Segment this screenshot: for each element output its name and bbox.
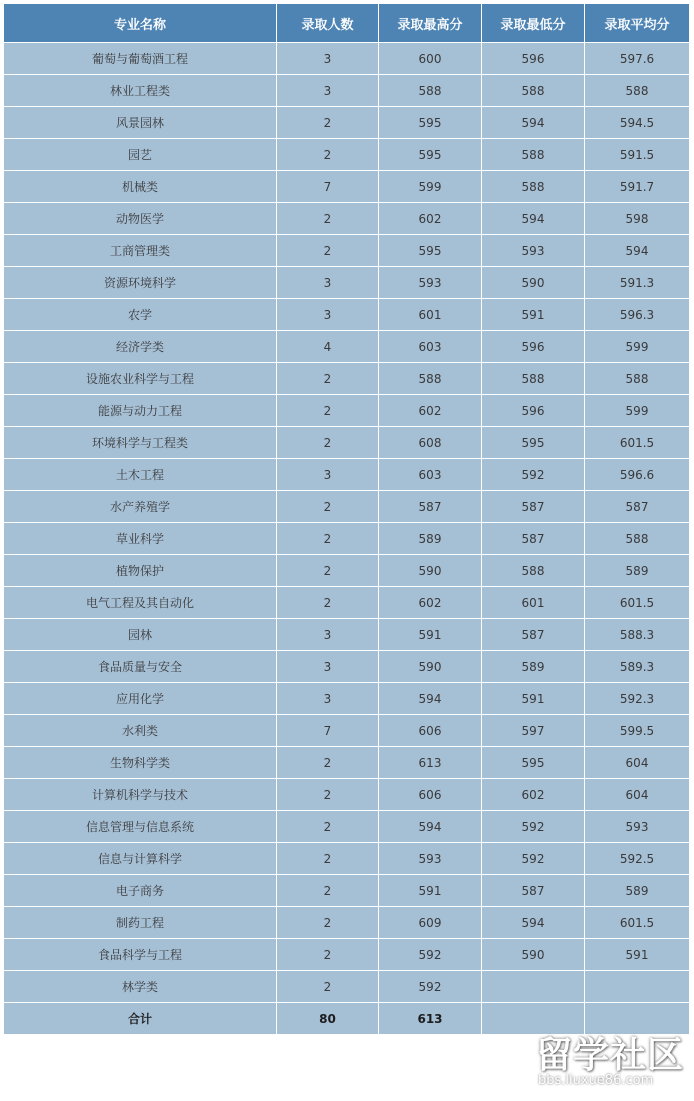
cell-major: 林业工程类 (4, 75, 277, 107)
cell-major: 环境科学与工程类 (4, 427, 277, 459)
cell-max-score: 609 (379, 907, 482, 939)
cell-max-score: 591 (379, 875, 482, 907)
cell-major: 风景园林 (4, 107, 277, 139)
cell-min-score: 588 (482, 75, 585, 107)
cell-major: 园艺 (4, 139, 277, 171)
cell-min-score: 592 (482, 459, 585, 491)
cell-admitted-count: 3 (277, 459, 379, 491)
cell-min-score: 587 (482, 523, 585, 555)
table-row (4, 267, 690, 299)
cell-max-score: 594 (379, 683, 482, 715)
cell-major: 动物医学 (4, 203, 277, 235)
cell-admitted-count: 2 (277, 235, 379, 267)
cell-admitted-count: 2 (277, 395, 379, 427)
cell-admitted-count: 2 (277, 427, 379, 459)
cell-avg-score: 599.5 (585, 715, 690, 747)
cell-max-score: 602 (379, 587, 482, 619)
cell-min-score: 592 (482, 843, 585, 875)
cell-max-score: 591 (379, 619, 482, 651)
cell-max-score: 602 (379, 203, 482, 235)
cell-avg-score: 591.3 (585, 267, 690, 299)
cell-admitted-count: 2 (277, 907, 379, 939)
cell-admitted-count: 3 (277, 651, 379, 683)
table-row (4, 363, 690, 395)
cell-avg-score (585, 971, 690, 1003)
table-row (4, 875, 690, 907)
cell-max-score: 588 (379, 363, 482, 395)
cell-min-score: 587 (482, 491, 585, 523)
cell-admitted-count: 2 (277, 587, 379, 619)
cell-min-score: 588 (482, 363, 585, 395)
cell-major: 经济学类 (4, 331, 277, 363)
cell-min-score: 602 (482, 779, 585, 811)
table-row (4, 715, 690, 747)
cell-min-score: 596 (482, 331, 585, 363)
table-row (4, 331, 690, 363)
cell-major: 草业科学 (4, 523, 277, 555)
cell-admitted-count: 2 (277, 555, 379, 587)
cell-avg-score: 601.5 (585, 587, 690, 619)
cell-max-score: 588 (379, 75, 482, 107)
cell-major: 农学 (4, 299, 277, 331)
cell-major: 资源环境科学 (4, 267, 277, 299)
cell-avg-score: 599 (585, 395, 690, 427)
cell-major: 食品科学与工程 (4, 939, 277, 971)
cell-avg-score: 596.6 (585, 459, 690, 491)
table-row (4, 523, 690, 555)
cell-min-score: 591 (482, 299, 585, 331)
table-row (4, 139, 690, 171)
table-row (4, 75, 690, 107)
cell-min-score: 588 (482, 555, 585, 587)
header-row (4, 4, 690, 43)
cell-admitted-count: 2 (277, 747, 379, 779)
cell-major: 设施农业科学与工程 (4, 363, 277, 395)
cell-avg-score: 589 (585, 555, 690, 587)
cell-admitted-count: 7 (277, 171, 379, 203)
table-row (4, 395, 690, 427)
cell-major: 生物科学类 (4, 747, 277, 779)
table-row (4, 651, 690, 683)
cell-avg-score: 588 (585, 75, 690, 107)
cell-min-score: 588 (482, 171, 585, 203)
cell-max-score: 589 (379, 523, 482, 555)
cell-min-score: 590 (482, 267, 585, 299)
cell-admitted-count: 2 (277, 939, 379, 971)
cell-admitted-count: 2 (277, 843, 379, 875)
cell-major: 计算机科学与技术 (4, 779, 277, 811)
cell-max-score: 592 (379, 939, 482, 971)
cell-admitted-count: 3 (277, 75, 379, 107)
cell-min-score: 595 (482, 427, 585, 459)
cell-min-score: 596 (482, 395, 585, 427)
cell-avg-score: 594.5 (585, 107, 690, 139)
cell-admitted-count: 7 (277, 715, 379, 747)
watermark-url: bbs.liuxue86.com (538, 1073, 654, 1088)
cell-max-score: 603 (379, 459, 482, 491)
table-row (4, 971, 690, 1003)
cell-major: 植物保护 (4, 555, 277, 587)
cell-min-score: 590 (482, 939, 585, 971)
cell-avg-score: 599 (585, 331, 690, 363)
cell-admitted-count: 3 (277, 299, 379, 331)
cell-avg-score: 604 (585, 779, 690, 811)
cell-avg-score: 587 (585, 491, 690, 523)
table-row (4, 171, 690, 203)
cell-major: 电子商务 (4, 875, 277, 907)
cell-admitted-count: 3 (277, 43, 379, 75)
table-row (4, 491, 690, 523)
cell-max-score: 600 (379, 43, 482, 75)
cell-max-score: 606 (379, 715, 482, 747)
cell-max-score: 606 (379, 779, 482, 811)
cell-max-score: 608 (379, 427, 482, 459)
cell-admitted-count: 2 (277, 363, 379, 395)
table-row (4, 747, 690, 779)
cell-max-score: 593 (379, 267, 482, 299)
cell-major: 林学类 (4, 971, 277, 1003)
cell-major: 信息与计算科学 (4, 843, 277, 875)
cell-admitted-count: 2 (277, 971, 379, 1003)
cell-min-score: 594 (482, 107, 585, 139)
total-cell-max-score: 613 (379, 1003, 482, 1035)
cell-min-score: 596 (482, 43, 585, 75)
cell-avg-score: 594 (585, 235, 690, 267)
cell-admitted-count: 3 (277, 267, 379, 299)
cell-admitted-count: 2 (277, 203, 379, 235)
cell-major: 工商管理类 (4, 235, 277, 267)
site-watermark (518, 1027, 688, 1097)
table-row (4, 459, 690, 491)
cell-major: 葡萄与葡萄酒工程 (4, 43, 277, 75)
cell-avg-score: 592.5 (585, 843, 690, 875)
cell-avg-score: 591 (585, 939, 690, 971)
cell-max-score: 602 (379, 395, 482, 427)
cell-max-score: 590 (379, 651, 482, 683)
cell-min-score: 589 (482, 651, 585, 683)
cell-admitted-count: 2 (277, 139, 379, 171)
cell-max-score: 603 (379, 331, 482, 363)
total-cell-major: 合计 (4, 1003, 277, 1035)
cell-major: 应用化学 (4, 683, 277, 715)
cell-max-score: 594 (379, 811, 482, 843)
cell-min-score: 597 (482, 715, 585, 747)
cell-max-score: 587 (379, 491, 482, 523)
cell-min-score: 592 (482, 811, 585, 843)
cell-major: 水利类 (4, 715, 277, 747)
cell-admitted-count: 2 (277, 107, 379, 139)
cell-min-score: 601 (482, 587, 585, 619)
cell-admitted-count: 2 (277, 875, 379, 907)
table-row (4, 779, 690, 811)
cell-avg-score: 598 (585, 203, 690, 235)
table-row (4, 555, 690, 587)
header-min-score: 录取最低分 (482, 4, 585, 43)
admission-scores-table (3, 3, 690, 1035)
cell-avg-score: 592.3 (585, 683, 690, 715)
table-row (4, 203, 690, 235)
cell-major: 制药工程 (4, 907, 277, 939)
cell-admitted-count: 3 (277, 619, 379, 651)
cell-major: 信息管理与信息系统 (4, 811, 277, 843)
cell-max-score: 601 (379, 299, 482, 331)
cell-min-score (482, 971, 585, 1003)
cell-avg-score: 588 (585, 363, 690, 395)
cell-avg-score: 601.5 (585, 907, 690, 939)
table-row (4, 235, 690, 267)
cell-avg-score: 589 (585, 875, 690, 907)
cell-min-score: 587 (482, 619, 585, 651)
cell-major: 机械类 (4, 171, 277, 203)
table-row (4, 843, 690, 875)
cell-avg-score: 596.3 (585, 299, 690, 331)
table-row (4, 939, 690, 971)
cell-admitted-count: 2 (277, 523, 379, 555)
cell-major: 电气工程及其自动化 (4, 587, 277, 619)
cell-max-score: 593 (379, 843, 482, 875)
cell-avg-score: 604 (585, 747, 690, 779)
cell-max-score: 590 (379, 555, 482, 587)
table-row (4, 587, 690, 619)
cell-avg-score: 591.5 (585, 139, 690, 171)
table-row (4, 907, 690, 939)
cell-min-score: 587 (482, 875, 585, 907)
header-avg-score: 录取平均分 (585, 4, 690, 43)
table-row (4, 619, 690, 651)
watermark-title: 留学社区 (536, 1035, 685, 1076)
cell-avg-score: 597.6 (585, 43, 690, 75)
cell-avg-score: 588.3 (585, 619, 690, 651)
cell-major: 园林 (4, 619, 277, 651)
table-row (4, 811, 690, 843)
cell-min-score: 595 (482, 747, 585, 779)
cell-avg-score: 589.3 (585, 651, 690, 683)
cell-major: 土木工程 (4, 459, 277, 491)
cell-max-score: 595 (379, 235, 482, 267)
cell-admitted-count: 2 (277, 811, 379, 843)
table-row (4, 299, 690, 331)
cell-max-score: 595 (379, 139, 482, 171)
cell-min-score: 593 (482, 235, 585, 267)
cell-admitted-count: 4 (277, 331, 379, 363)
cell-min-score: 588 (482, 139, 585, 171)
cell-admitted-count: 2 (277, 779, 379, 811)
total-cell-admitted-count: 80 (277, 1003, 379, 1035)
cell-avg-score: 588 (585, 523, 690, 555)
header-admitted-count: 录取人数 (277, 4, 379, 43)
cell-major: 食品质量与安全 (4, 651, 277, 683)
table-row (4, 683, 690, 715)
table-row (4, 43, 690, 75)
cell-min-score: 594 (482, 203, 585, 235)
cell-max-score: 592 (379, 971, 482, 1003)
cell-max-score: 599 (379, 171, 482, 203)
cell-major: 水产养殖学 (4, 491, 277, 523)
cell-avg-score: 601.5 (585, 427, 690, 459)
cell-max-score: 613 (379, 747, 482, 779)
cell-major: 能源与动力工程 (4, 395, 277, 427)
header-max-score: 录取最高分 (379, 4, 482, 43)
cell-min-score: 591 (482, 683, 585, 715)
cell-avg-score: 593 (585, 811, 690, 843)
cell-avg-score: 591.7 (585, 171, 690, 203)
cell-admitted-count: 3 (277, 683, 379, 715)
cell-min-score: 594 (482, 907, 585, 939)
table-row (4, 427, 690, 459)
cell-admitted-count: 2 (277, 491, 379, 523)
header-major: 专业名称 (4, 4, 277, 43)
cell-max-score: 595 (379, 107, 482, 139)
table-row (4, 107, 690, 139)
